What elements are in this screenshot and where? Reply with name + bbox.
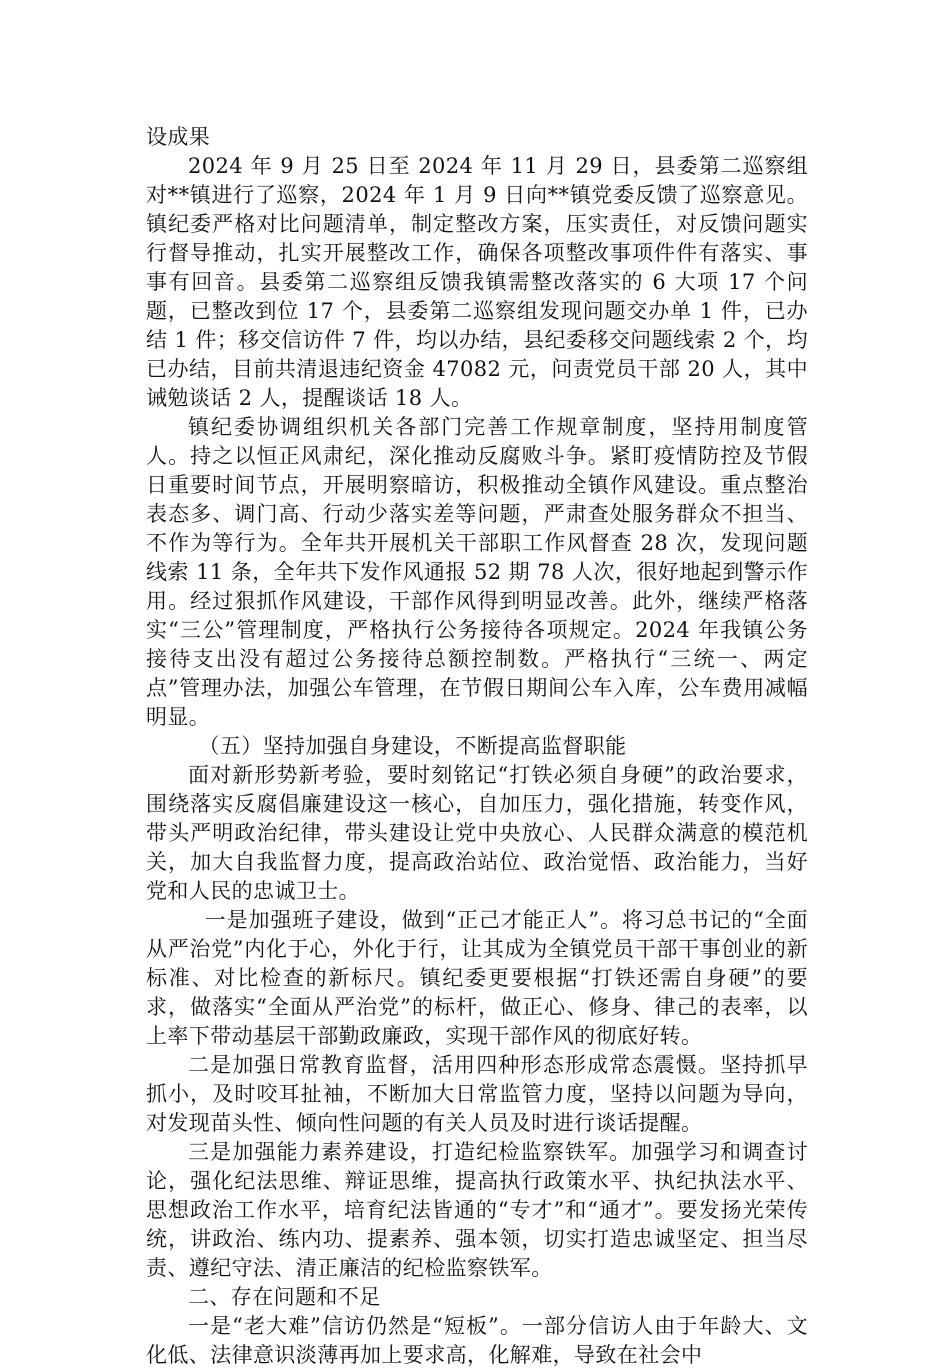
section-heading-five: （五）坚持加强自身建设，不断提高监督职能: [198, 734, 627, 758]
paragraph-point-two: 二是加强日常教育监督，活用四种形态形成常态震慑。坚持抓早抓小，及时咬耳扯袖，不断加大日常监管力度，坚持以问题为导向，对发现苗头性、倾向性问题的有关人员及时进行谈话提醒。: [146, 1053, 808, 1135]
paragraph-continuation: 设成果: [146, 125, 211, 149]
paragraph-new-situation: 面对新形势新考验，要时刻铭记“打铁必须自身硬”的政治要求，围绕落实反腐倡廉建设这一核心，自加压力，强化措施，转变作风，带头严明政治纪律，带头建设让党中央放心、人民群众满意的模范机关，加大自我监督力度，提高政治站位、政治觉悟、政治能力，当好党和人民的忠诚卫士。: [146, 763, 808, 903]
paragraph-point-one: 一是加强班子建设，做到“正己才能正人”。将习总书记的“全面从严治党”内化于心，外化于行，让其成为全镇党员干部干事创业的新标准、对比检查的新标尺。镇纪委更要根据“打铁还需自身硬”的要求，做落实“全面从严治党”的标杆，做正心、修身、律己的表率，以上率下带动基层干部勤政廉政，实现干部作风的彻底好转。: [146, 908, 808, 1048]
paragraph-inspection-results: 2024 年 9 月 25 日至 2024 年 11 月 29 日，县委第二巡察组对**镇进行了巡察，2024 年 1 月 9 日向**镇党委反馈了巡察意见。镇纪委严格对比问题清单，制定整改方案，压实责任，对反馈问题实行督导推动，扎实开展整改工作，确保各项整改事项件件有落实、事事有回音。县委第二巡察组反馈我镇需整改落实的 6 大项 17 个问题，已整改到位 17 个，县委第二巡察组发现问题交办单 1 件，已办结 1 件；移交信访件 7 件，均以办结，县纪委移交问题线索 2 个，均已办结，目前共清退违纪资金 47082 元，问责党员干部 20 人，其中诫勉谈话 2 人，提醒谈话 18 人。: [146, 154, 808, 410]
paragraph-problem-one: 一是“老大难”信访仍然是“短板”。一部分信访人由于年龄大、文化低、法律意识淡薄再加上要求高，化解难，导致在社会中: [146, 1314, 808, 1367]
document-body: [146, 123, 808, 1370]
paragraph-work-style: 镇纪委协调组织机关各部门完善工作规章制度，坚持用制度管人。持之以恒正风肃纪，深化推动反腐败斗争。紧盯疫情防控及节假日重要时间节点，开展明察暗访，积极推动全镇作风建设。重点整治表态多、调门高、行动少落实差等问题，严肃查处服务群众不担当、不作为等行为。全年共开展机关干部职工作风督查 28 次，发现问题线索 11 条，全年共下发作风通报 52 期 78 人次，很好地起到警示作用。经过狠抓作风建设，干部作风得到明显改善。此外，继续严格落实“三公”管理制度，严格执行公务接待各项规定。2024 年我镇公务接待支出没有超过公务接待总额控制数。严格执行“三统一、两定点”管理办法，加强公车管理，在节假日期间公车入库，公车费用减幅明显。: [146, 415, 808, 729]
paragraph-point-three: 三是加强能力素养建设，打造纪检监察铁军。加强学习和调查讨论，强化纪法思维、辩证思维，提高执行政策水平、执纪执法水平、思想政治工作水平，培育纪法皆通的“专才”和“通才”。要发扬光荣传统，讲政治、练内功、提素养、强本领，切实打造忠诚坚定、担当尽责、遵纪守法、清正廉洁的纪检监察铁军。: [146, 1140, 808, 1280]
section-heading-problems: 二、存在问题和不足: [188, 1285, 381, 1309]
